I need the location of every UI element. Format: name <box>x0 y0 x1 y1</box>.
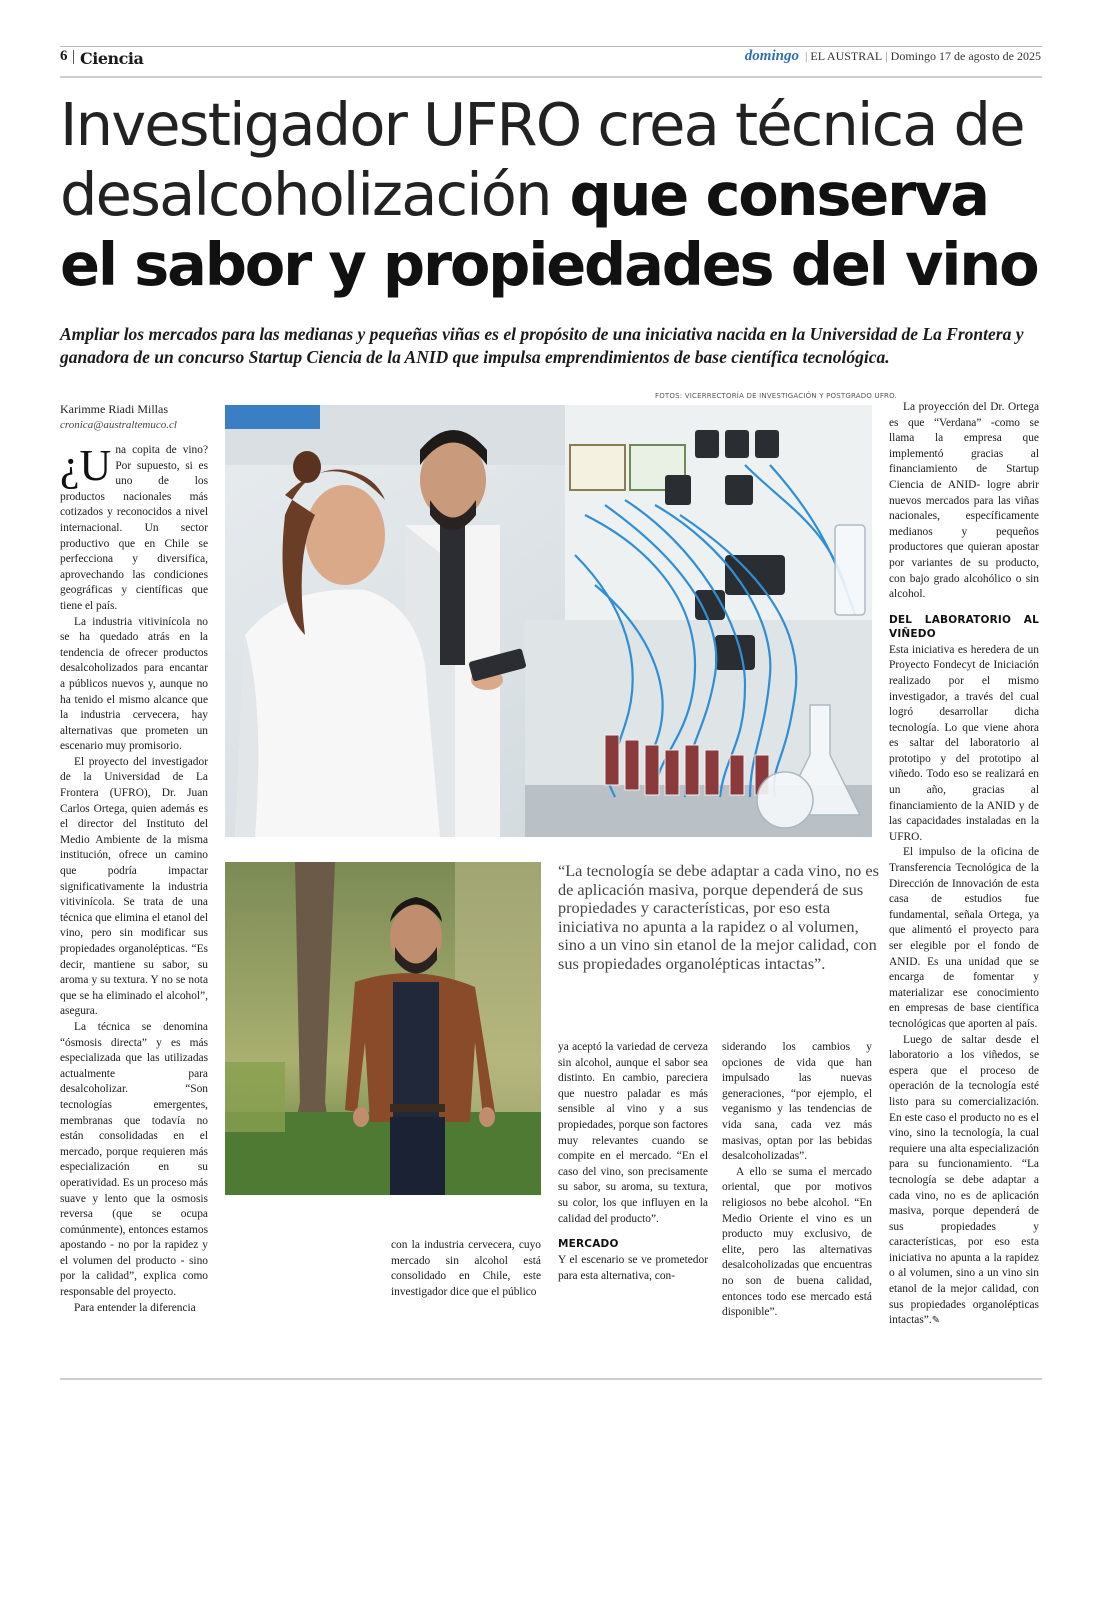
paragraph: La técnica se denomina “ósmosis directa” y es más especializada que las utilizadas actualmente para desalcoholizar. “Son tecnologías emergentes, membranas que todavía no están consolidadas en el mercado, porque requieren más especialización en su operatividad. Es un proceso más suave y lento que la osmosis reversa (que se ocupa comúnmente), entonces estamos apostando - no por la rapidez y el volumen del producto - sino por la calidad”, explica como responsable del proyecto. <box>60 1020 208 1299</box>
paragraph <box>889 1033 1039 1329</box>
top-rule <box>60 46 1042 47</box>
paragraph: La proyección del Dr. Ortega es que “Verdana” -como se llama la empresa que implementó gracias al financiamiento de Startup Ciencia de ANID- logre abrir nuevos mercados para las viñas nacionales, específicamente medianos y pequeños productores que quieran apostar por variantes de su producto, con bajo grado alcohólico o sin alcohol. <box>889 401 1039 601</box>
issue-date: Domingo 17 de agosto de 2025 <box>890 49 1041 63</box>
paragraph: Para entender la diferencia <box>74 1301 196 1314</box>
newspaper-name: EL AUSTRAL <box>810 49 883 63</box>
section-name: Ciencia <box>80 49 144 68</box>
header-rule <box>60 76 1042 78</box>
end-mark-icon: ✎ <box>931 1315 941 1327</box>
paragraph: A ello se suma el mercado oriental, que por motivos religiosos no bebe alcohol. “En Medio Oriente el vino es un producto muy exclusivo, de elite, pero las alternativas desalcoholizadas que encuentras no son de buena calidad, entonces todo ese mercado está disponible”. <box>722 1165 872 1319</box>
edition-label: domingo <box>744 48 799 64</box>
header-separator <box>73 50 74 64</box>
headline-bold: que conserva el sabor y propiedades del vino <box>60 160 1038 299</box>
paragraph: ya aceptó la variedad de cerveza sin alcohol, aunque el sabor sea distinto. En cambio, pareciera que nuestro paladar es más sensible al vino y a sus propiedades, porque son factores muy relevantes cuando se compite en el mercado. “En el caso del vino, son precisamente su sabor, su aroma, su textura, su color, los que influyen en la calidad del producto”. <box>558 1041 708 1225</box>
article-column-1 <box>60 443 208 1316</box>
subhead-del-laboratorio: DEL LABORATORIO AL VIÑEDO <box>889 613 1039 640</box>
drop-cap: ¿U <box>60 441 112 490</box>
article-column-2 <box>391 1238 541 1300</box>
subhead-mercado: MERCADO <box>558 1238 619 1251</box>
pull-quote: “La tecnología se debe adaptar a cada vino, no es de aplicación masiva, porque dependerá de sus propiedades y características, por eso esta iniciativa no apunta a la rapidez o al volumen, sino a un vino sin etanol de la mejor calidad, con sus propiedades organolépticas intactas”. <box>558 861 879 973</box>
paragraph: El impulso de la oficina de Transferencia Tecnológica de la Dirección de Innovación de esta casa de estudios fue fundamental, señala Ortega, ya que alimentó el proyecto para ser elegible por el fondo de ANID. Es una unidad que se encarga de fomentar y materializar ese conocimiento en empresas de base científica tecnológicas que aporten al país. <box>889 846 1039 1030</box>
lab-photo <box>225 405 872 837</box>
paragraph: siderando los cambios y opciones de vida que han impulsado las nuevas generaciones, “por ejemplo, el veganismo y las tendencias de vida sana, cada vez más masivas, optan por las bebidas desalcoholizadas”. <box>722 1041 872 1163</box>
headline-light: Investigador UFRO crea técnica de desalcoholización <box>60 90 1024 229</box>
photo-credit: FOTOS: VICERRECTORÍA DE INVESTIGACIÓN Y POSTGRADO UFRO. <box>655 392 897 400</box>
article-column-4 <box>722 1040 872 1321</box>
paragraph: Esta iniciativa es heredera de un Proyecto Fondecyt de Iniciación realizado por el mismo investigador, a través del cual logró desarrollar dicha tecnología. Lo que viene ahora es saltar del laboratorio al prototipo y del prototipo al viñedo. Todo eso se realizará en un año, gracias al financiamiento de la ANID y de las capacidades instaladas en la UFRO. <box>889 643 1039 843</box>
author-email: cronica@australtemuco.cl <box>60 419 177 431</box>
paragraph: El proyecto del investigador de la Universidad de La Frontera (UFRO), Dr. Juan Carlos Ortega, quien además es el director del Instituto del Medio Ambiente de la misma institución, ofrece un camino que podría impactar significativamente la industria vitivinícola. Se trata de una técnica que elimina el etanol del vino, pero sin modificar sus propiedades organolépticas. “Es decir, mantiene su sabor, su aroma y su textura. Y no se nota que se ha eliminado el alcohol”, asegura. <box>60 755 208 1018</box>
author-byline: Karimme Riadi Millas <box>60 402 168 416</box>
bottom-rule <box>60 1378 1042 1380</box>
masthead: domingo | EL AUSTRAL | Domingo 17 de agosto de 2025 <box>744 48 1041 64</box>
article-column-5 <box>889 400 1039 1329</box>
paragraph: La industria vitivinícola no se ha quedado atrás en la tendencia de ofrecer productos desalcoholizados para encantar a públicos nuevos y, aunque no ha tenido el mismo alcance que la industria cervecera, hay alternativas que prometen un escenario muy promisorio. <box>60 615 208 753</box>
paragraph <box>60 443 208 615</box>
paragraph: con la industria cervecera, cuyo mercado sin alcohol está consolidado en Chile, este investigador dice que el público <box>391 1239 541 1298</box>
page-number: 6 <box>60 48 68 64</box>
headline <box>60 90 1060 300</box>
article-subtitle: Ampliar los mercados para las medianas y pequeñas viñas es el propósito de una iniciativa nacida en la Universidad de La Frontera y ganadora de un concurso Startup Ciencia de la ANID que impulsa emprendimientos de base científica tecnológica. <box>60 324 1024 367</box>
paragraph: Y el escenario se ve prometedor para esta alternativa, con- <box>558 1254 708 1282</box>
researcher-portrait-photo <box>225 862 541 1195</box>
paragraph-text: Luego de saltar desde el laboratorio a los viñedos, se espera que el proceso de operación de la tecnología esté listo para su comercialización. En este caso el producto no es el vino, sino la tecnología, la cual requiere una alta especialización para su funcionamiento. “La tecnología se debe adaptar a cada vino, no es de aplicación masiva, porque dependerá de sus propiedades y características, por eso esta iniciativa no apunta a la rapidez o al volumen, sino a un vino sin etanol de la mejor calidad, con sus propiedades organolépticas intactas”. <box>889 1033 1039 1327</box>
paragraph-text: na copita de vino? Por supuesto, si es uno de los productos nacionales más cotizados y reconocidos a nivel internacional. Un sector productivo que en Chile se perfecciona y diversifica, aprovechando las condiciones geográficas y científicas que tiene el país. <box>60 444 208 612</box>
article-column-3 <box>558 1040 708 1284</box>
